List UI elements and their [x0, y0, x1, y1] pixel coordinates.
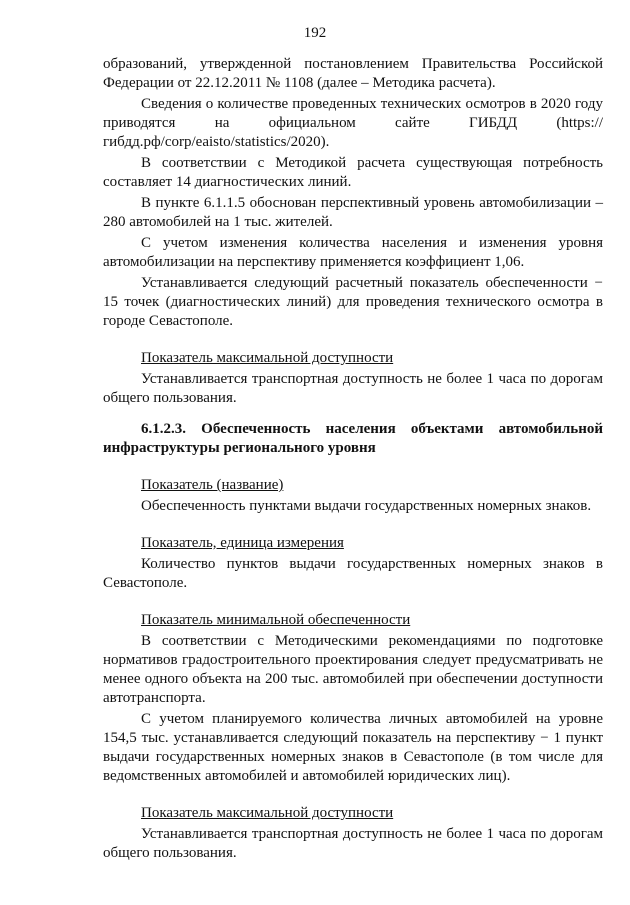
paragraph: В пункте 6.1.1.5 обоснован перспективный уровень автомобилизации – 280 автомобилей на 1 тыс. жителей. — [103, 195, 603, 230]
paragraph: Сведения о количестве проведенных технических осмотров в 2020 году приводятся на официальном сайте ГИБДД (https://гибдд.рф/corp/eaisto/statistics/2020). — [103, 96, 603, 150]
paragraph: образований, утвержденной постановлением Правительства Российской Федерации от 22.12.2011 № 1108 (далее – Методика расчета). — [103, 56, 603, 91]
underlined-label: Показатель (название) — [141, 477, 284, 493]
underlined-label: Показатель минимальной обеспеченности — [141, 612, 411, 628]
page-number: 192 — [303, 25, 327, 41]
section-label — [103, 611, 603, 630]
document-body — [103, 55, 603, 865]
section-label — [103, 534, 603, 553]
paragraph: Устанавливается следующий расчетный показатель обеспеченности − 15 точек (диагностических линий) для проведения технического осмотра в городе Севастополе. — [103, 275, 603, 329]
section-label — [103, 476, 603, 495]
underlined-label: Показатель максимальной доступности — [141, 805, 394, 821]
underlined-label: Показатель максимальной доступности — [141, 350, 394, 366]
paragraph: В соответствии с Методикой расчета существующая потребность составляет 14 диагностических линий. — [103, 155, 603, 190]
section-heading: 6.1.2.3. Обеспеченность населения объектами автомобильной инфраструктуры регионального уровня — [103, 421, 603, 456]
paragraph: Устанавливается транспортная доступность не более 1 часа по дорогам общего пользования. — [103, 826, 603, 861]
section-label — [103, 804, 603, 823]
paragraph: С учетом изменения количества населения и изменения уровня автомобилизации на перспективу применяется коэффициент 1,06. — [103, 235, 603, 270]
paragraph: Количество пунктов выдачи государственных номерных знаков в Севастополе. — [103, 556, 603, 591]
section-label — [103, 349, 603, 368]
paragraph: С учетом планируемого количества личных автомобилей на уровне 154,5 тыс. устанавливается следующий показатель на перспективу − 1 пункт выдачи государственных номерных знаков в Севастополе (в том числе для ведомственных автомобилей и автомобилей юридических лиц). — [103, 711, 603, 784]
underlined-label: Показатель, единица измерения — [141, 535, 344, 551]
paragraph: Обеспеченность пунктами выдачи государственных номерных знаков. — [141, 498, 592, 514]
paragraph: Устанавливается транспортная доступность не более 1 часа по дорогам общего пользования. — [103, 371, 603, 406]
paragraph: В соответствии с Методическими рекомендациями по подготовке нормативов градостроительного проектирования следует предусматривать не менее одного объекта на 200 тыс. автомобилей при обеспечении доступности автотранспорта. — [103, 633, 603, 706]
